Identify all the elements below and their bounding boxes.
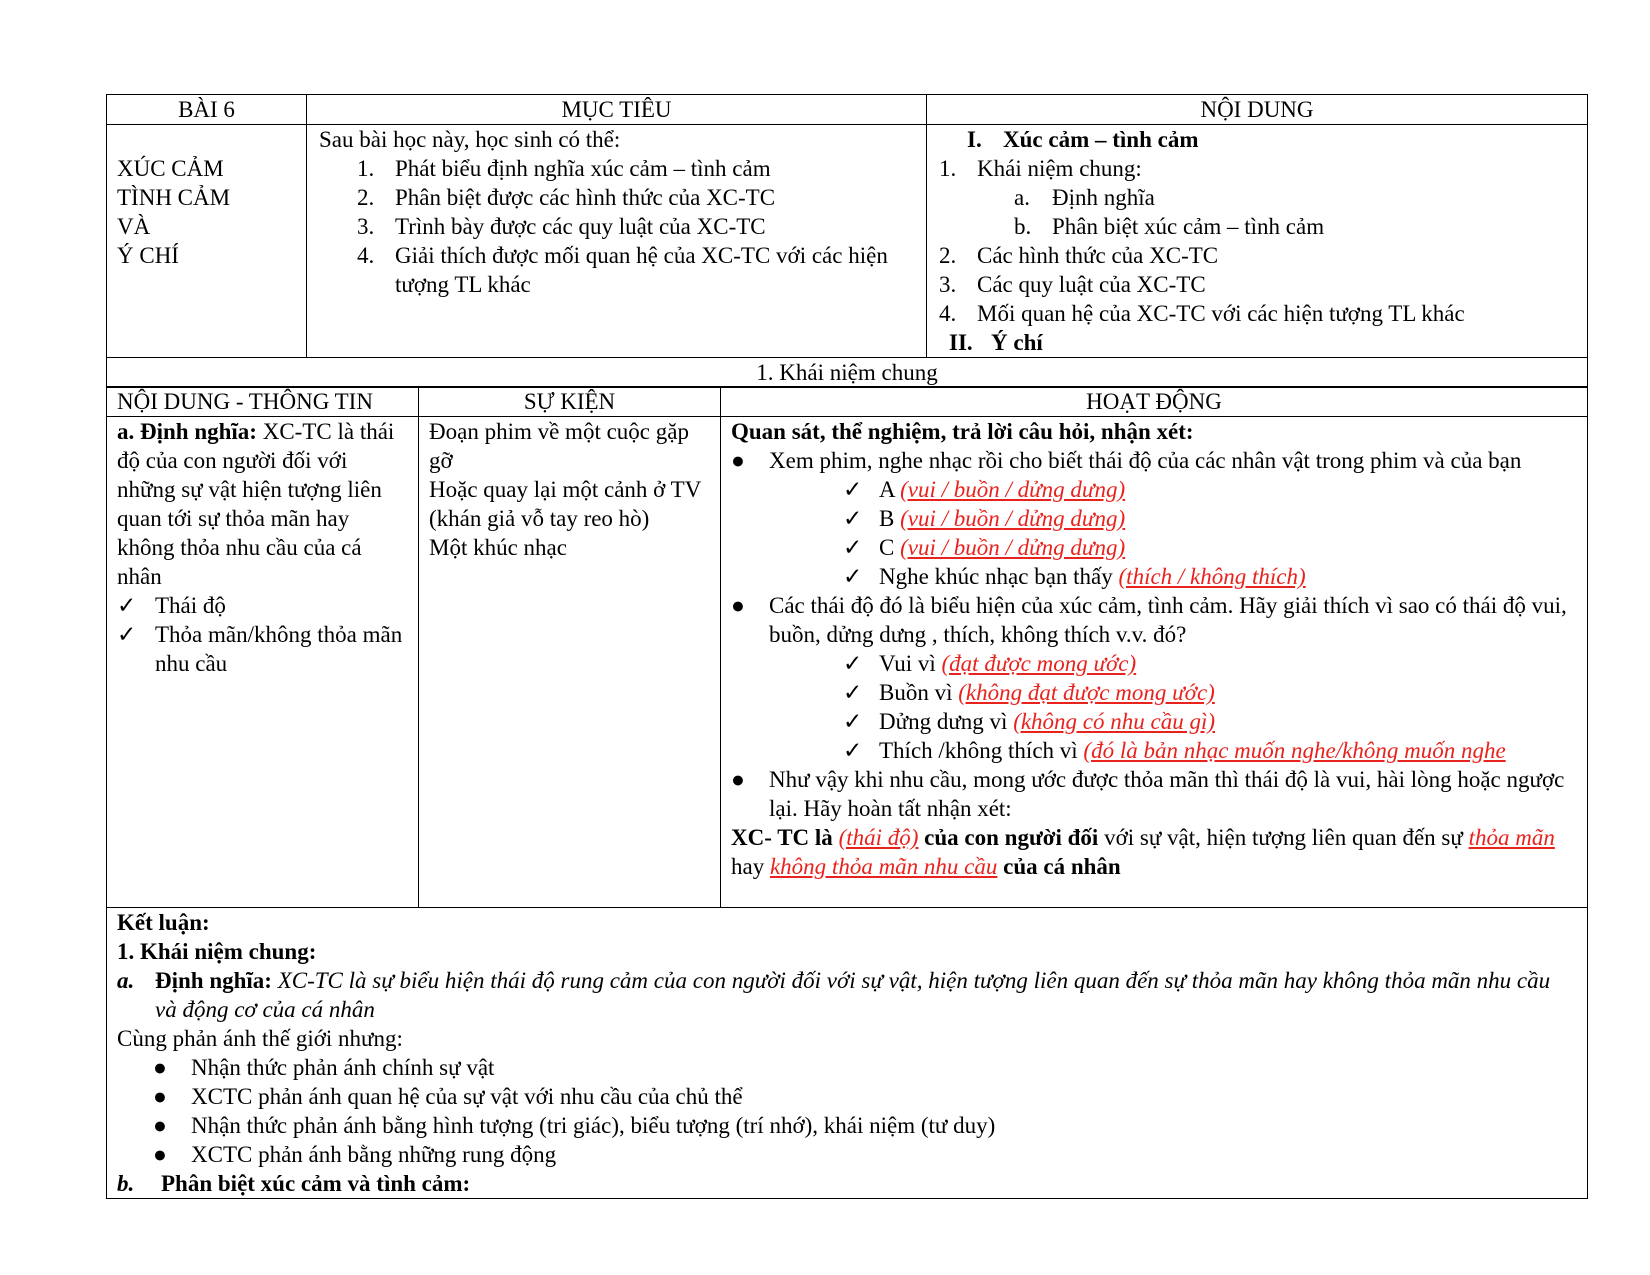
content-outline-cell	[927, 125, 1588, 358]
events-cell: Đoạn phim về một cuộc gặp gỡ Hoặc quay lại một cảnh ở TV (khán giả vỗ tay reo hò) Một khúc nhạc	[419, 417, 721, 908]
header-content: NỘI DUNG	[927, 95, 1588, 125]
conclusion-definition: a. Định nghĩa: XC-TC là sự biểu hiện thái độ rung cảm của con người đối với sự vật, hiện tượng liên quan đến sự thỏa mãn hay không thỏa mãn nhu cầu và động cơ của cá nhân	[117, 967, 1551, 1022]
bullet-item: ● Như vậy khi nhu cầu, mong ước được thỏa mãn thì thái độ là vui, hài lòng hoặc ngược lại. Hãy hoàn tất nhận xét:	[731, 767, 1565, 821]
activity-table	[106, 386, 1588, 908]
answer-text: (thích / không thích)	[1118, 564, 1306, 589]
check-item: ✓ Thái độ	[117, 593, 226, 618]
check-item: ✓ Vui vì (đạt được mong ước)	[843, 651, 1137, 676]
bullet-item: ● Xem phim, nghe nhạc rồi cho biết thái độ của các nhân vật trong phim và của bạn	[731, 448, 1522, 473]
check-icon: ✓	[117, 622, 137, 647]
check-item: ✓ Thích /không thích vì (đó là bản nhạc muốn nghe/không muốn nghe	[843, 738, 1506, 763]
header-objectives: MỤC TIÊU	[307, 95, 927, 125]
bullet-icon: ●	[731, 593, 745, 618]
check-item: ✓ B (vui / buồn / dửng dưng)	[843, 506, 1126, 531]
check-icon: ✓	[843, 477, 863, 502]
bullet-icon: ●	[153, 1054, 167, 1080]
check-item: ✓ Dửng dưng vì (không có nhu cầu gì)	[843, 709, 1216, 734]
outline-item: 1. Khái niệm chung:	[939, 156, 1142, 181]
compare-item: ● XCTC phản ánh quan hệ của sự vật với nhu cầu của chủ thể	[153, 1083, 743, 1109]
definition-text: a. Định nghĩa: XC-TC là thái độ của con người đối với những sự vật hiện tượng liên quan tới sự thỏa mãn hay không thỏa nhu cầu của cá nhân	[117, 419, 395, 589]
objective-item: 4. Giải thích được mối quan hệ của XC-TC với các hiện tượng TL khác	[357, 243, 888, 297]
col-header-info: NỘI DUNG - THÔNG TIN	[107, 387, 419, 417]
info-cell	[107, 417, 419, 908]
objectives-intro: Sau bài học này, học sinh có thể:	[319, 127, 621, 152]
objective-item: 1. Phát biểu định nghĩa xúc cảm – tình cảm	[357, 156, 771, 181]
answer-text: (vui / buồn / dửng dưng)	[900, 535, 1126, 560]
bullet-icon: ●	[153, 1083, 167, 1109]
answer-text: (đó là bản nhạc muốn nghe/không muốn nghe	[1083, 738, 1506, 763]
objectives-cell	[307, 125, 927, 358]
compare-item: ● XCTC phản ánh bằng những rung động	[153, 1141, 557, 1167]
check-icon: ✓	[843, 535, 863, 560]
objective-item: 3. Trình bày được các quy luật của XC-TC	[357, 214, 766, 239]
outline-subitem: a. Định nghĩa	[1014, 185, 1155, 210]
outline-section-2: II. Ý chí	[949, 330, 1043, 355]
conclusion-table	[106, 907, 1588, 1199]
check-item: ✓ Buồn vì (không đạt được mong ước)	[843, 680, 1215, 705]
outline-section-1: I. Xúc cảm – tình cảm	[967, 127, 1199, 152]
conclusion-title: Kết luận:	[117, 909, 210, 935]
outline-subitem: b. Phân biệt xúc cảm – tình cảm	[1014, 214, 1325, 239]
lesson-title-line: Ý CHÍ	[117, 243, 179, 268]
check-icon: ✓	[843, 651, 863, 676]
bullet-icon: ●	[731, 767, 745, 792]
lesson-title-line: VÀ	[117, 214, 151, 239]
answer-text: không thỏa mãn nhu cầu	[769, 854, 998, 879]
outline-item: 4. Mối quan hệ của XC-TC với các hiện tượng TL khác	[939, 301, 1465, 326]
check-icon: ✓	[117, 593, 137, 618]
check-item: ✓ A (vui / buồn / dửng dưng)	[843, 477, 1126, 502]
answer-text: (vui / buồn / dửng dưng)	[900, 506, 1126, 531]
conclusion-part-b: b. Phân biệt xúc cảm và tình cảm:	[117, 1170, 471, 1196]
compare-intro: Cùng phản ánh thế giới nhưng:	[117, 1025, 403, 1051]
bullet-icon: ●	[153, 1141, 167, 1167]
lesson-title-line: TÌNH CẢM	[117, 185, 231, 210]
answer-text: thỏa mãn	[1468, 825, 1555, 850]
compare-item: ● Nhận thức phản ánh chính sự vật	[153, 1054, 495, 1080]
bullet-icon: ●	[731, 448, 745, 473]
lesson-overview-table	[106, 94, 1588, 358]
bullet-icon: ●	[153, 1112, 167, 1138]
check-icon: ✓	[843, 738, 863, 763]
check-icon: ✓	[843, 680, 863, 705]
check-icon: ✓	[843, 709, 863, 734]
conclusion-cell	[107, 907, 1588, 1198]
section-title: 1. Khái niệm chung	[107, 357, 1588, 387]
lesson-title-line: XÚC CẢM	[117, 156, 224, 181]
outline-item: 3. Các quy luật của XC-TC	[939, 272, 1206, 297]
answer-text: (không có nhu cầu gì)	[1013, 709, 1216, 734]
answer-text: (vui / buồn / dửng dưng)	[900, 477, 1126, 502]
answer-text: (không đạt được mong ước)	[958, 680, 1215, 705]
header-lesson: BÀI 6	[107, 95, 307, 125]
col-header-activities: HOẠT ĐỘNG	[721, 387, 1588, 417]
fill-in-statement: XC- TC là (thái độ) của con người đối với sự vật, hiện tượng liên quan đến sự thỏa mãn hay không thỏa mãn nhu cầu của cá nhân	[731, 825, 1555, 879]
lesson-title-cell	[107, 125, 307, 358]
activities-cell	[721, 417, 1588, 908]
check-item: ✓ Nghe khúc nhạc bạn thấy (thích / không thích)	[843, 564, 1306, 589]
objective-item: 2. Phân biệt được các hình thức của XC-TC	[357, 185, 776, 210]
check-icon: ✓	[843, 506, 863, 531]
activity-heading: Quan sát, thể nghiệm, trả lời câu hỏi, nhận xét:	[731, 419, 1194, 444]
check-item: ✓ C (vui / buồn / dửng dưng)	[843, 535, 1126, 560]
answer-text: (thái độ)	[838, 825, 919, 850]
check-icon: ✓	[843, 564, 863, 589]
conclusion-subtitle: 1. Khái niệm chung:	[117, 938, 317, 964]
lesson-sheet	[106, 94, 1588, 1199]
answer-text: (đạt được mong ước)	[941, 651, 1137, 676]
col-header-events: SỰ KIỆN	[419, 387, 721, 417]
outline-item: 2. Các hình thức của XC-TC	[939, 243, 1219, 268]
check-item: ✓ Thỏa mãn/không thỏa mãn nhu cầu	[117, 622, 403, 676]
section-title-table	[106, 357, 1588, 388]
compare-item: ● Nhận thức phản ánh bằng hình tượng (tri giác), biểu tượng (trí nhớ), khái niệm (tư duy)	[153, 1112, 996, 1138]
bullet-item: ● Các thái độ đó là biểu hiện của xúc cảm, tình cảm. Hãy giải thích vì sao có thái độ vui, buồn, dửng dưng , thích, không thích v.v. đó?	[731, 593, 1567, 647]
